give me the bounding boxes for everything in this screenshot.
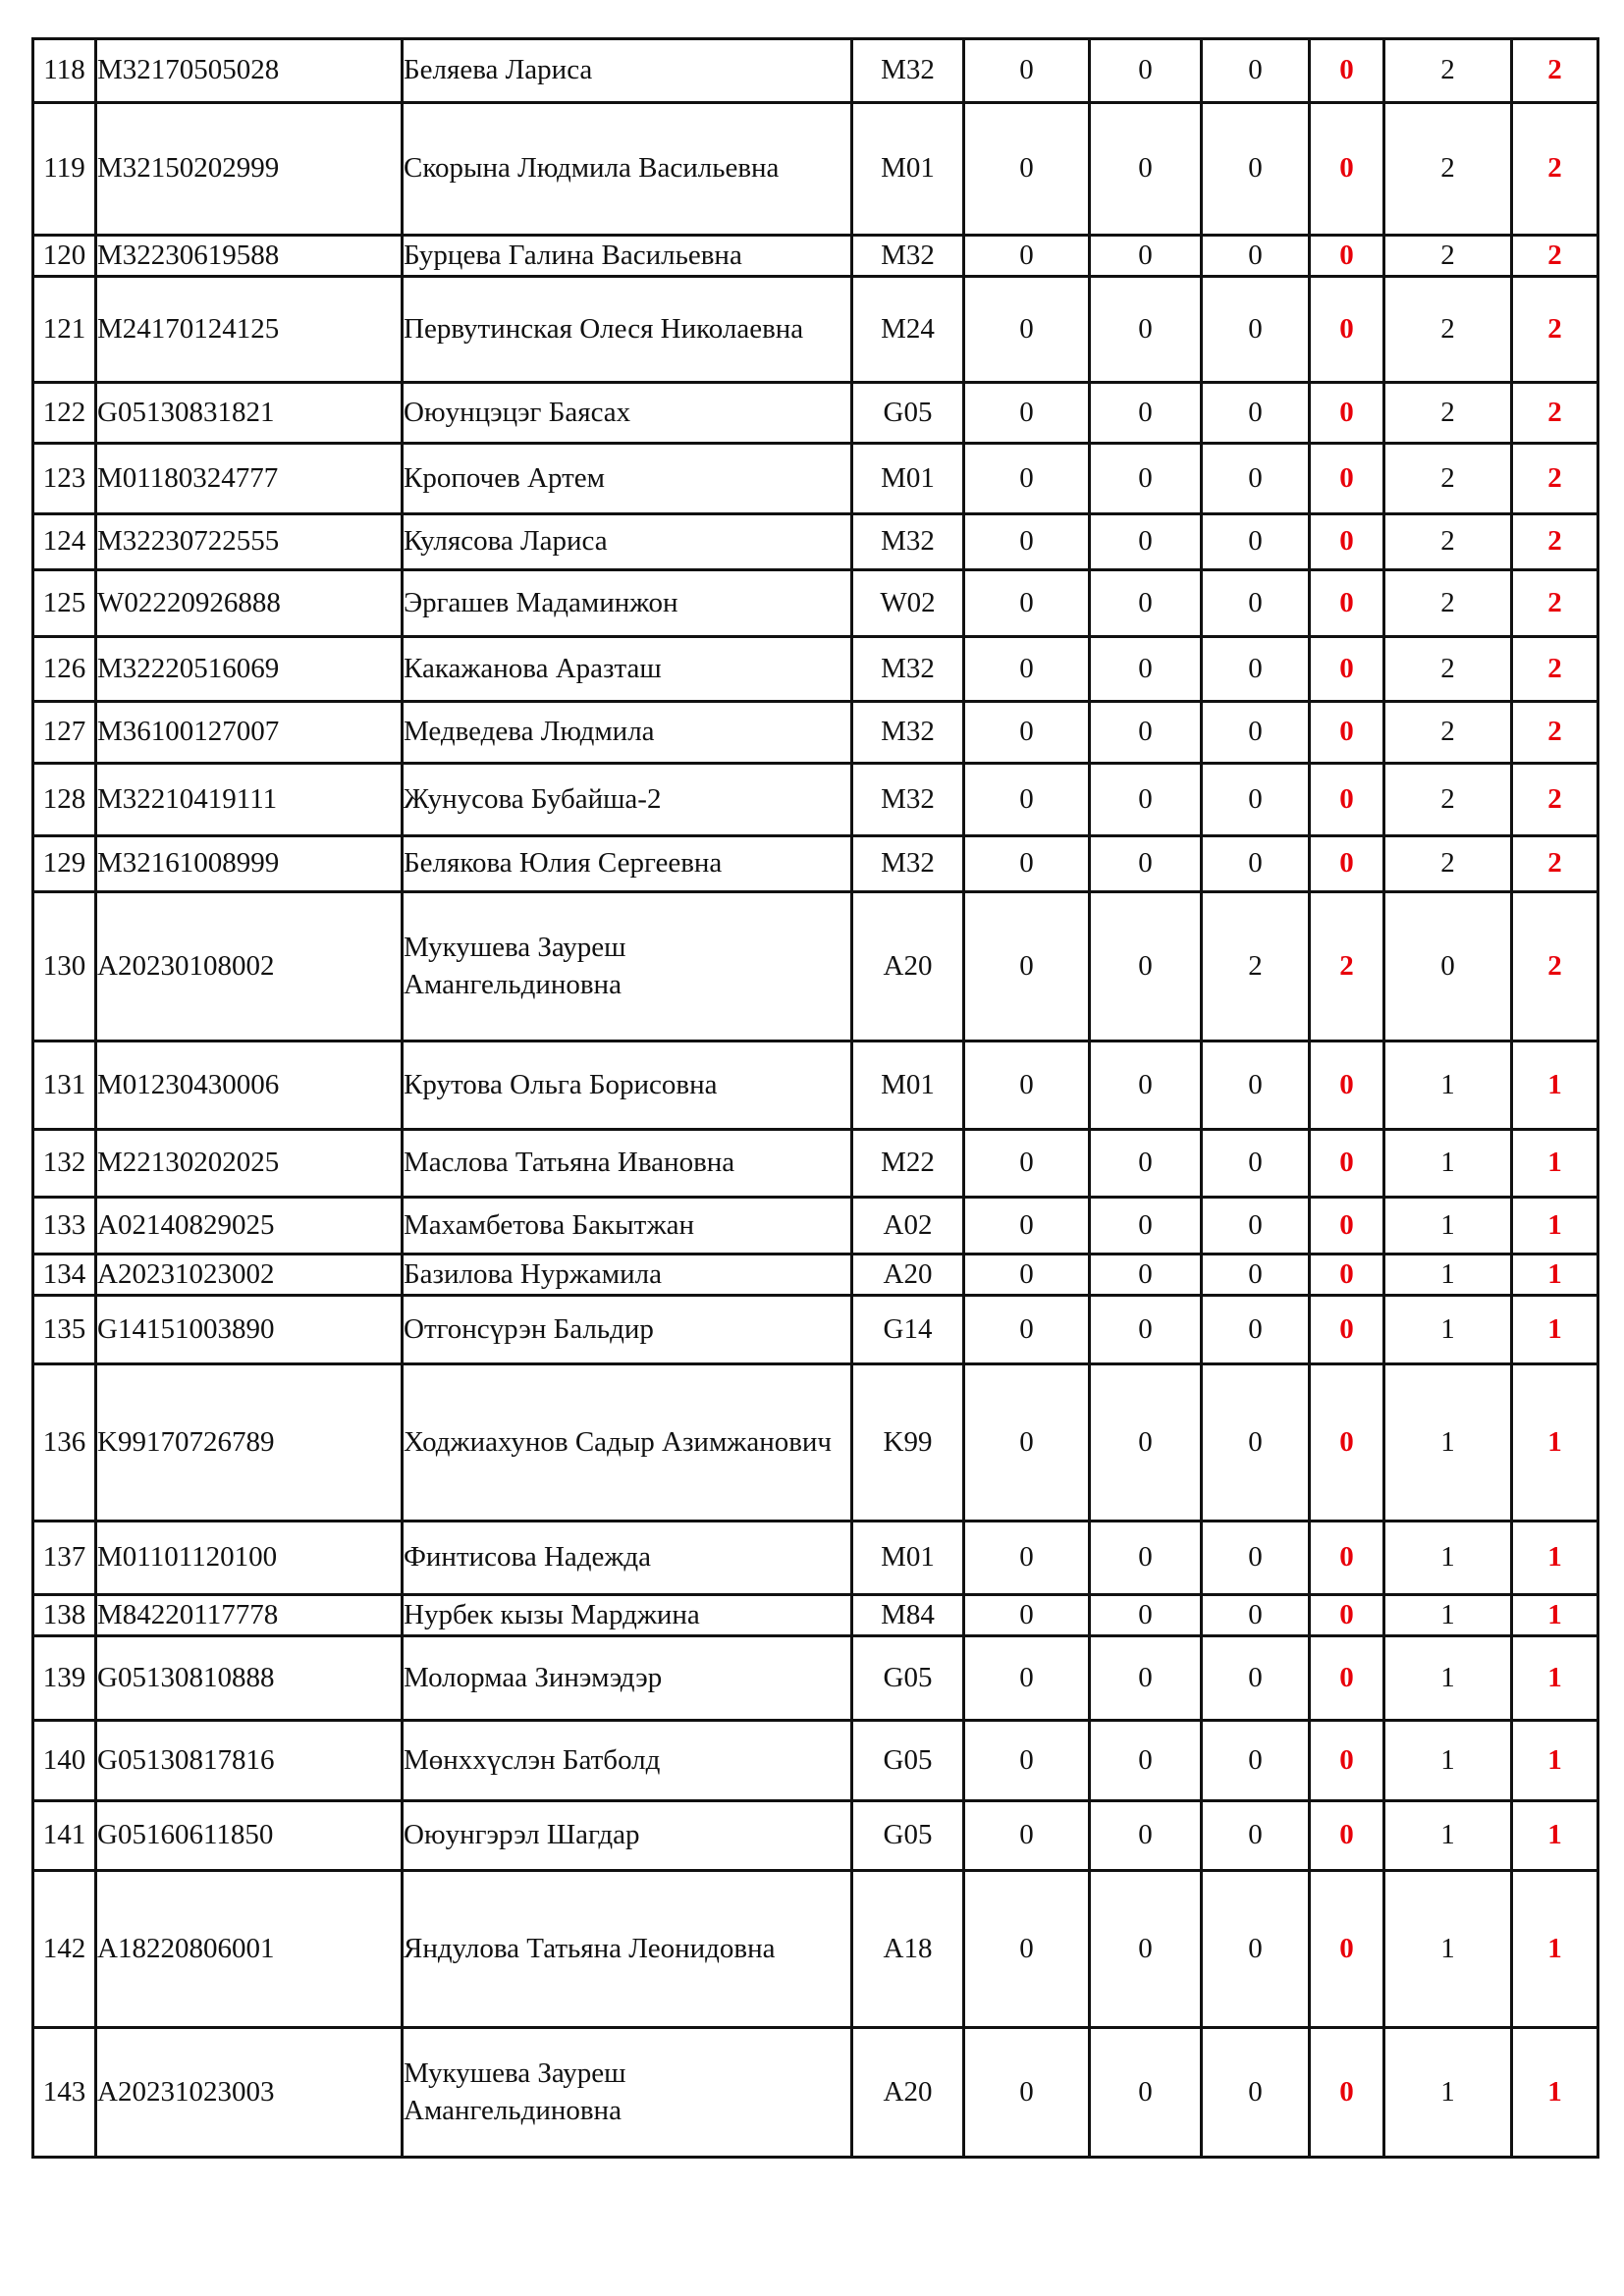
score-5-cell: 1 <box>1384 1636 1512 1721</box>
subtotal-cell: 2 <box>1310 892 1384 1041</box>
table-row <box>33 2028 1598 2158</box>
score-2-cell: 0 <box>1090 1198 1202 1255</box>
participant-name-cell: Оюунгэрэл Шагдар <box>403 1801 852 1871</box>
score-2-cell: 0 <box>1090 764 1202 836</box>
score-2-cell: 0 <box>1090 1364 1202 1522</box>
score-5-cell: 1 <box>1384 1130 1512 1198</box>
participant-name-cell: Скорына Людмила Васильевна <box>403 103 852 236</box>
score-2-cell: 0 <box>1090 1130 1202 1198</box>
participant-id-cell: M32170505028 <box>96 39 403 103</box>
score-5-cell: 2 <box>1384 383 1512 444</box>
table-row <box>33 1041 1598 1130</box>
score-2-cell: 0 <box>1090 383 1202 444</box>
group-code-cell: M01 <box>852 444 964 514</box>
score-5-cell: 1 <box>1384 1296 1512 1364</box>
score-2-cell: 0 <box>1090 277 1202 383</box>
participant-name-cell: Оюунцэцэг Баясах <box>403 383 852 444</box>
score-3-cell: 0 <box>1202 1296 1310 1364</box>
total-cell: 2 <box>1512 836 1598 892</box>
score-2-cell: 0 <box>1090 836 1202 892</box>
row-number-cell: 140 <box>33 1721 96 1801</box>
subtotal-cell: 0 <box>1310 1130 1384 1198</box>
participant-name-cell: Кропочев Артем <box>403 444 852 514</box>
row-number-cell: 127 <box>33 702 96 764</box>
score-1-cell: 0 <box>964 2028 1090 2158</box>
score-5-cell: 2 <box>1384 514 1512 570</box>
participant-id-cell: G05160611850 <box>96 1801 403 1871</box>
participant-name-cell: Кулясова Лариса <box>403 514 852 570</box>
group-code-cell: A20 <box>852 1255 964 1296</box>
score-3-cell: 0 <box>1202 570 1310 637</box>
score-2-cell: 0 <box>1090 892 1202 1041</box>
participant-id-cell: M32161008999 <box>96 836 403 892</box>
score-3-cell: 0 <box>1202 1364 1310 1522</box>
score-3-cell: 2 <box>1202 892 1310 1041</box>
subtotal-cell: 0 <box>1310 103 1384 236</box>
table-row <box>33 1871 1598 2028</box>
table-row <box>33 570 1598 637</box>
participant-id-cell: G05130831821 <box>96 383 403 444</box>
score-1-cell: 0 <box>964 383 1090 444</box>
results-table <box>31 37 1599 2159</box>
table-row <box>33 277 1598 383</box>
score-5-cell: 2 <box>1384 836 1512 892</box>
score-1-cell: 0 <box>964 277 1090 383</box>
subtotal-cell: 0 <box>1310 702 1384 764</box>
score-2-cell: 0 <box>1090 39 1202 103</box>
group-code-cell: M32 <box>852 514 964 570</box>
row-number-cell: 123 <box>33 444 96 514</box>
participant-id-cell: W02220926888 <box>96 570 403 637</box>
participant-id-cell: M01230430006 <box>96 1041 403 1130</box>
table-row <box>33 1130 1598 1198</box>
participant-name-cell: Медведева Людмила <box>403 702 852 764</box>
table-row <box>33 1198 1598 1255</box>
participant-id-cell: M32220516069 <box>96 637 403 702</box>
score-2-cell: 0 <box>1090 1296 1202 1364</box>
score-3-cell: 0 <box>1202 236 1310 277</box>
row-number-cell: 121 <box>33 277 96 383</box>
subtotal-cell: 0 <box>1310 1522 1384 1595</box>
subtotal-cell: 0 <box>1310 1595 1384 1636</box>
group-code-cell: A02 <box>852 1198 964 1255</box>
score-5-cell: 1 <box>1384 1871 1512 2028</box>
total-cell: 2 <box>1512 637 1598 702</box>
table-row <box>33 892 1598 1041</box>
score-1-cell: 0 <box>964 1296 1090 1364</box>
participant-name-cell: Маслова Татьяна Ивановна <box>403 1130 852 1198</box>
table-row <box>33 1296 1598 1364</box>
table-row <box>33 1801 1598 1871</box>
score-5-cell: 2 <box>1384 570 1512 637</box>
participant-name-cell: Какажанова Аразташ <box>403 637 852 702</box>
total-cell: 1 <box>1512 1636 1598 1721</box>
total-cell: 1 <box>1512 1041 1598 1130</box>
participant-id-cell: G14151003890 <box>96 1296 403 1364</box>
score-1-cell: 0 <box>964 236 1090 277</box>
row-number-cell: 129 <box>33 836 96 892</box>
score-2-cell: 0 <box>1090 1636 1202 1721</box>
group-code-cell: K99 <box>852 1364 964 1522</box>
row-number-cell: 138 <box>33 1595 96 1636</box>
participant-id-cell: G05130810888 <box>96 1636 403 1721</box>
score-1-cell: 0 <box>964 702 1090 764</box>
participant-name-cell: Молормаа Зинэмэдэр <box>403 1636 852 1721</box>
participant-name-cell: Финтисова Надежда <box>403 1522 852 1595</box>
subtotal-cell: 0 <box>1310 1198 1384 1255</box>
score-3-cell: 0 <box>1202 1721 1310 1801</box>
score-3-cell: 0 <box>1202 764 1310 836</box>
participant-id-cell: M32210419111 <box>96 764 403 836</box>
participant-name-cell: Эргашев Мадаминжон <box>403 570 852 637</box>
score-5-cell: 1 <box>1384 1522 1512 1595</box>
subtotal-cell: 0 <box>1310 1255 1384 1296</box>
total-cell: 1 <box>1512 1721 1598 1801</box>
group-code-cell: M01 <box>852 103 964 236</box>
score-1-cell: 0 <box>964 1198 1090 1255</box>
score-2-cell: 0 <box>1090 637 1202 702</box>
subtotal-cell: 0 <box>1310 637 1384 702</box>
total-cell: 2 <box>1512 236 1598 277</box>
participant-name-cell: Беляева Лариса <box>403 39 852 103</box>
group-code-cell: M32 <box>852 236 964 277</box>
participant-name-cell: Крутова Ольга Борисовна <box>403 1041 852 1130</box>
score-3-cell: 0 <box>1202 702 1310 764</box>
participant-name-cell: Нурбек кызы Марджина <box>403 1595 852 1636</box>
table-row <box>33 1522 1598 1595</box>
score-1-cell: 0 <box>964 444 1090 514</box>
score-5-cell: 2 <box>1384 236 1512 277</box>
group-code-cell: M22 <box>852 1130 964 1198</box>
score-1-cell: 0 <box>964 1522 1090 1595</box>
score-1-cell: 0 <box>964 514 1090 570</box>
table-row <box>33 444 1598 514</box>
score-5-cell: 2 <box>1384 764 1512 836</box>
total-cell: 1 <box>1512 1296 1598 1364</box>
row-number-cell: 126 <box>33 637 96 702</box>
row-number-cell: 118 <box>33 39 96 103</box>
score-1-cell: 0 <box>964 1041 1090 1130</box>
row-number-cell: 120 <box>33 236 96 277</box>
subtotal-cell: 0 <box>1310 570 1384 637</box>
group-code-cell: M24 <box>852 277 964 383</box>
table-row <box>33 764 1598 836</box>
participant-id-cell: M32150202999 <box>96 103 403 236</box>
participant-id-cell: A20231023002 <box>96 1255 403 1296</box>
table-row <box>33 1636 1598 1721</box>
score-2-cell: 0 <box>1090 570 1202 637</box>
score-1-cell: 0 <box>964 1364 1090 1522</box>
group-code-cell: M01 <box>852 1041 964 1130</box>
score-1-cell: 0 <box>964 1130 1090 1198</box>
score-2-cell: 0 <box>1090 514 1202 570</box>
subtotal-cell: 0 <box>1310 836 1384 892</box>
group-code-cell: G14 <box>852 1296 964 1364</box>
score-5-cell: 1 <box>1384 1364 1512 1522</box>
row-number-cell: 136 <box>33 1364 96 1522</box>
score-5-cell: 1 <box>1384 1041 1512 1130</box>
score-5-cell: 1 <box>1384 1595 1512 1636</box>
table-row <box>33 836 1598 892</box>
table-row <box>33 383 1598 444</box>
subtotal-cell: 0 <box>1310 236 1384 277</box>
score-1-cell: 0 <box>964 1801 1090 1871</box>
score-2-cell: 0 <box>1090 1721 1202 1801</box>
subtotal-cell: 0 <box>1310 383 1384 444</box>
score-2-cell: 0 <box>1090 103 1202 236</box>
group-code-cell: M32 <box>852 764 964 836</box>
participant-id-cell: M32230722555 <box>96 514 403 570</box>
participant-name-cell: Первутинская Олеся Николаевна <box>403 277 852 383</box>
score-2-cell: 0 <box>1090 1255 1202 1296</box>
score-2-cell: 0 <box>1090 1871 1202 2028</box>
total-cell: 1 <box>1512 1255 1598 1296</box>
score-1-cell: 0 <box>964 1255 1090 1296</box>
score-5-cell: 1 <box>1384 1801 1512 1871</box>
score-2-cell: 0 <box>1090 444 1202 514</box>
score-1-cell: 0 <box>964 764 1090 836</box>
subtotal-cell: 0 <box>1310 764 1384 836</box>
score-1-cell: 0 <box>964 892 1090 1041</box>
score-3-cell: 0 <box>1202 637 1310 702</box>
total-cell: 2 <box>1512 892 1598 1041</box>
score-3-cell: 0 <box>1202 1871 1310 2028</box>
participant-name-cell: Яндулова Татьяна Леонидовна <box>403 1871 852 2028</box>
participant-name-cell: Белякова Юлия Сергеевна <box>403 836 852 892</box>
row-number-cell: 137 <box>33 1522 96 1595</box>
score-3-cell: 0 <box>1202 1041 1310 1130</box>
subtotal-cell: 0 <box>1310 39 1384 103</box>
participant-id-cell: A20230108002 <box>96 892 403 1041</box>
table-row <box>33 39 1598 103</box>
score-5-cell: 1 <box>1384 1721 1512 1801</box>
participant-name-cell: Жунусова Бубайша-2 <box>403 764 852 836</box>
total-cell: 2 <box>1512 277 1598 383</box>
total-cell: 1 <box>1512 1198 1598 1255</box>
table-row <box>33 1721 1598 1801</box>
score-5-cell: 2 <box>1384 103 1512 236</box>
score-2-cell: 0 <box>1090 702 1202 764</box>
score-2-cell: 0 <box>1090 2028 1202 2158</box>
score-1-cell: 0 <box>964 103 1090 236</box>
score-5-cell: 0 <box>1384 892 1512 1041</box>
score-5-cell: 2 <box>1384 39 1512 103</box>
table-row <box>33 1255 1598 1296</box>
score-5-cell: 2 <box>1384 277 1512 383</box>
score-3-cell: 0 <box>1202 1255 1310 1296</box>
total-cell: 2 <box>1512 514 1598 570</box>
score-3-cell: 0 <box>1202 1636 1310 1721</box>
participant-id-cell: M84220117778 <box>96 1595 403 1636</box>
score-3-cell: 0 <box>1202 1198 1310 1255</box>
row-number-cell: 130 <box>33 892 96 1041</box>
score-3-cell: 0 <box>1202 836 1310 892</box>
score-5-cell: 2 <box>1384 444 1512 514</box>
score-3-cell: 0 <box>1202 1801 1310 1871</box>
table-row <box>33 1364 1598 1522</box>
total-cell: 2 <box>1512 103 1598 236</box>
participant-id-cell: A20231023003 <box>96 2028 403 2158</box>
participant-id-cell: M32230619588 <box>96 236 403 277</box>
score-3-cell: 0 <box>1202 2028 1310 2158</box>
score-2-cell: 0 <box>1090 236 1202 277</box>
participant-name-cell: Мукушева Зауреш Амангельдиновна <box>403 2028 852 2158</box>
group-code-cell: A20 <box>852 2028 964 2158</box>
score-1-cell: 0 <box>964 1871 1090 2028</box>
row-number-cell: 131 <box>33 1041 96 1130</box>
score-5-cell: 1 <box>1384 1255 1512 1296</box>
row-number-cell: 139 <box>33 1636 96 1721</box>
table-row <box>33 514 1598 570</box>
subtotal-cell: 0 <box>1310 1801 1384 1871</box>
score-3-cell: 0 <box>1202 444 1310 514</box>
total-cell: 1 <box>1512 1801 1598 1871</box>
participant-id-cell: M01180324777 <box>96 444 403 514</box>
subtotal-cell: 0 <box>1310 2028 1384 2158</box>
score-3-cell: 0 <box>1202 1522 1310 1595</box>
participant-name-cell: Махамбетова Бакытжан <box>403 1198 852 1255</box>
group-code-cell: M84 <box>852 1595 964 1636</box>
group-code-cell: G05 <box>852 1801 964 1871</box>
score-1-cell: 0 <box>964 637 1090 702</box>
total-cell: 1 <box>1512 1130 1598 1198</box>
group-code-cell: M32 <box>852 637 964 702</box>
row-number-cell: 128 <box>33 764 96 836</box>
score-1-cell: 0 <box>964 1721 1090 1801</box>
row-number-cell: 125 <box>33 570 96 637</box>
group-code-cell: G05 <box>852 1636 964 1721</box>
score-3-cell: 0 <box>1202 514 1310 570</box>
row-number-cell: 133 <box>33 1198 96 1255</box>
score-5-cell: 2 <box>1384 637 1512 702</box>
total-cell: 1 <box>1512 2028 1598 2158</box>
total-cell: 2 <box>1512 383 1598 444</box>
participant-name-cell: Мөнххүслэн Батболд <box>403 1721 852 1801</box>
row-number-cell: 132 <box>33 1130 96 1198</box>
group-code-cell: A18 <box>852 1871 964 2028</box>
score-5-cell: 1 <box>1384 1198 1512 1255</box>
total-cell: 1 <box>1512 1522 1598 1595</box>
score-2-cell: 0 <box>1090 1595 1202 1636</box>
score-5-cell: 2 <box>1384 702 1512 764</box>
table-row <box>33 1595 1598 1636</box>
total-cell: 1 <box>1512 1871 1598 2028</box>
group-code-cell: A20 <box>852 892 964 1041</box>
score-3-cell: 0 <box>1202 1595 1310 1636</box>
score-1-cell: 0 <box>964 570 1090 637</box>
group-code-cell: G05 <box>852 1721 964 1801</box>
participant-id-cell: M36100127007 <box>96 702 403 764</box>
row-number-cell: 119 <box>33 103 96 236</box>
total-cell: 2 <box>1512 444 1598 514</box>
score-3-cell: 0 <box>1202 1130 1310 1198</box>
group-code-cell: G05 <box>852 383 964 444</box>
row-number-cell: 122 <box>33 383 96 444</box>
participant-id-cell: M01101120100 <box>96 1522 403 1595</box>
participant-id-cell: A18220806001 <box>96 1871 403 2028</box>
participant-name-cell: Базилова Нуржамила <box>403 1255 852 1296</box>
row-number-cell: 143 <box>33 2028 96 2158</box>
total-cell: 2 <box>1512 764 1598 836</box>
total-cell: 2 <box>1512 570 1598 637</box>
subtotal-cell: 0 <box>1310 1364 1384 1522</box>
group-code-cell: M32 <box>852 702 964 764</box>
score-1-cell: 0 <box>964 1595 1090 1636</box>
table-row <box>33 103 1598 236</box>
group-code-cell: W02 <box>852 570 964 637</box>
total-cell: 1 <box>1512 1595 1598 1636</box>
participant-id-cell: M22130202025 <box>96 1130 403 1198</box>
participant-id-cell: A02140829025 <box>96 1198 403 1255</box>
row-number-cell: 124 <box>33 514 96 570</box>
table-row <box>33 236 1598 277</box>
participant-id-cell: G05130817816 <box>96 1721 403 1801</box>
group-code-cell: M32 <box>852 836 964 892</box>
total-cell: 2 <box>1512 702 1598 764</box>
score-3-cell: 0 <box>1202 103 1310 236</box>
group-code-cell: M32 <box>852 39 964 103</box>
subtotal-cell: 0 <box>1310 1636 1384 1721</box>
total-cell: 2 <box>1512 39 1598 103</box>
participant-name-cell: Отгонсүрэн Бальдир <box>403 1296 852 1364</box>
table-row <box>33 637 1598 702</box>
row-number-cell: 141 <box>33 1801 96 1871</box>
subtotal-cell: 0 <box>1310 444 1384 514</box>
score-1-cell: 0 <box>964 836 1090 892</box>
score-3-cell: 0 <box>1202 39 1310 103</box>
subtotal-cell: 0 <box>1310 1296 1384 1364</box>
subtotal-cell: 0 <box>1310 1871 1384 2028</box>
participant-id-cell: K99170726789 <box>96 1364 403 1522</box>
group-code-cell: M01 <box>852 1522 964 1595</box>
score-2-cell: 0 <box>1090 1041 1202 1130</box>
score-1-cell: 0 <box>964 1636 1090 1721</box>
score-2-cell: 0 <box>1090 1801 1202 1871</box>
subtotal-cell: 0 <box>1310 277 1384 383</box>
participant-id-cell: M24170124125 <box>96 277 403 383</box>
row-number-cell: 134 <box>33 1255 96 1296</box>
table-row <box>33 702 1598 764</box>
participant-name-cell: Мукушева Зауреш Амангельдиновна <box>403 892 852 1041</box>
total-cell: 1 <box>1512 1364 1598 1522</box>
subtotal-cell: 0 <box>1310 1721 1384 1801</box>
score-3-cell: 0 <box>1202 383 1310 444</box>
score-1-cell: 0 <box>964 39 1090 103</box>
row-number-cell: 135 <box>33 1296 96 1364</box>
score-2-cell: 0 <box>1090 1522 1202 1595</box>
score-5-cell: 1 <box>1384 2028 1512 2158</box>
subtotal-cell: 0 <box>1310 1041 1384 1130</box>
table-body <box>33 39 1598 2158</box>
participant-name-cell: Бурцева Галина Васильевна <box>403 236 852 277</box>
subtotal-cell: 0 <box>1310 514 1384 570</box>
score-3-cell: 0 <box>1202 277 1310 383</box>
row-number-cell: 142 <box>33 1871 96 2028</box>
participant-name-cell: Ходжиахунов Садыр Азимжанович <box>403 1364 852 1522</box>
